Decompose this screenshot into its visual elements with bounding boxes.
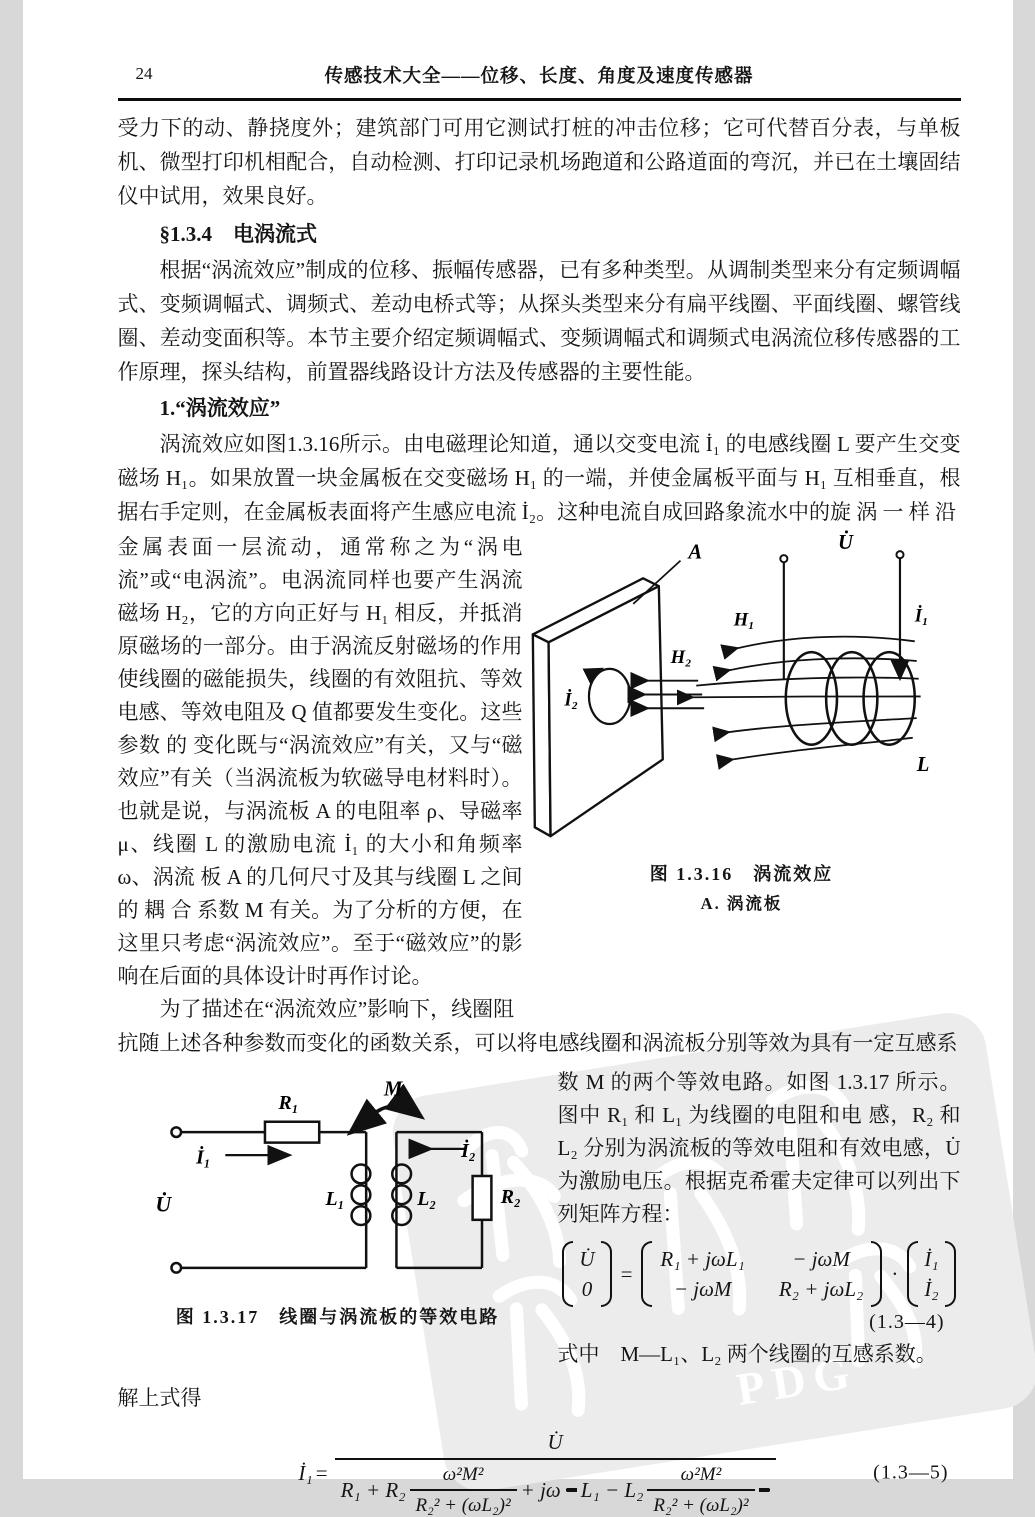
lhs-vector: [562, 1241, 611, 1307]
paragraph-eddy-intro: 涡流效应如图1.3.16所示。由电磁理论知道，通以交变电流 İ₁ 的电感线圈 L 要产生交变磁场 H₁。如果放置一块金属板在交变磁场 H₁ 的一端，并使金属板平面与 H₁ 互相垂直，根据右手定则，在金属板表面将产生感应电流 İ₂。这种电流自成回路象流水中的旋 涡 一 样 沿: [117, 432, 961, 524]
paragraph-overview: 根据“涡流效应”制成的位移、振幅传感器，已有多种类型。从调制类型来分有定频调幅式、变频调幅式、调频式、差动电桥式等；从探头类型来分有扁平线圈、平面线圈、螺管线圈、差动变面积等。本节主要介绍定频调幅式、变频调幅式和调频式电涡流位移传感器的工作原理，探头结构，前置器线路设计方法及传感器的主要性能。: [117, 258, 961, 384]
matrix-entry: R₂ + jωL₂: [778, 1277, 864, 1301]
paragraph-describe-full: 抗随上述各种参数而变化的函数关系，可以将电感线圈和涡流板分别等效为具有一定互感系: [117, 1031, 958, 1055]
equation-1-3-4-label: (1.3—4): [869, 1311, 945, 1333]
dot-operator: ·: [891, 1261, 899, 1286]
header-rule: [118, 98, 961, 101]
label-u: U̇: [837, 531, 853, 554]
eddy-effect-diagram: [523, 531, 961, 853]
coil: [780, 551, 914, 745]
figure-1316-subcaption: A. 涡流板: [700, 894, 783, 913]
label-a: A: [687, 541, 702, 564]
running-title: 传感技术大全——位移、长度、角度及速度传感器: [324, 67, 754, 87]
label-l2: L₂: [416, 1188, 436, 1211]
matrix-entry: − jωM: [673, 1277, 732, 1301]
den-term: R₁ + R₂: [340, 1478, 406, 1502]
paragraph-eddy-cont: 金属表面一层流动，通常称之为“涡电流”或“电涡流”。电涡流同样也要产生涡流磁场 H₂，它的方向正好与 H₁ 相反，并抵消原磁场的一部分。由于涡流反射磁场的作用使线圈的磁能损失，线圈的有效阻抗、等效电感、等效电阻及 Q 值都要发生变化。这些参数 的 变化既与“涡流效应”有关，又与“磁效应”有关（当涡流板为软磁导电材料时）。也就是说，与涡流板 A 的电阻率 ρ、导磁率 μ、线圈 L 的激励电流 İ₁ 的大小和角频率 ω、涡流 板 A 的几何尺寸及其与线圈 L 之间的 耦 合 系数 M 有关。为了分析的方便，在这里只考虑“涡流效应”。至于“磁效应”的影响在后面的具体设计时再作讨论。: [117, 535, 523, 988]
figure-eddy-effect: [523, 531, 961, 914]
figure-1316-caption: 图 1.3.16 涡流效应: [649, 864, 834, 884]
label-r2: R₂: [500, 1186, 521, 1209]
flow-figure-1317: [118, 1066, 961, 1371]
label-r1: R₁: [278, 1092, 299, 1115]
vector-entry: İ₂: [924, 1277, 939, 1301]
metal-plate: [532, 578, 662, 836]
paragraph-intro: 受力下的动、静挠度外；建筑部门可用它测试打桩的冲击位移；它可代替百分表，与单板机、微型打印机相配合，自动检测、打印记录机场跑道和公路道面的弯沉，并已在土壤固结仪中试用，效果良好。: [117, 116, 961, 208]
book-page: [23, 0, 1013, 1516]
text-column-left: [118, 531, 523, 1026]
den-term: + jω: [520, 1478, 561, 1502]
secondary-loop: [392, 1132, 491, 1268]
label-i1: İ₁: [195, 1146, 211, 1169]
paragraph-circuit: 数 M 的两个等效电路。如图 1.3.17 所示。图中 R₁ 和 L₁ 为线圈的电阻和电 感，R₂ 和 L₂ 分别为涡流板的等效电阻和有效电感，U̇ 为激励电压。根据克希霍夫定律可以列出下列矩阵方程：: [557, 1070, 961, 1226]
paragraph-describe-start: 为了描述在“涡流效应”影响下，线圈阻: [159, 997, 515, 1021]
page-number: 24: [135, 64, 153, 83]
eq5-lhs: İ₁: [298, 1460, 313, 1485]
watermark-pdg: PDG: [732, 1345, 860, 1415]
bracket-term: L₁ − L₂: [580, 1478, 644, 1502]
inner-den: R₂² + (ωL₂)²: [647, 1489, 754, 1517]
vector-entry: İ₁: [924, 1247, 939, 1271]
equation-1-3-5: [118, 1429, 961, 1517]
label-i2: İ₂: [460, 1140, 476, 1163]
subsection-heading: 1.“涡流效应”: [159, 396, 281, 420]
label-i2: İ₂: [563, 689, 578, 711]
matrix-entry: R₁ + jωL₁: [660, 1247, 745, 1271]
label-h1: H₁: [733, 609, 755, 631]
eq5-denominator: [335, 1458, 776, 1517]
equation-1-3-4-note: 式中 M—L₁、L₂ 两个线圈的互感系数。: [557, 1342, 937, 1366]
inner-num: ω²M²: [442, 1464, 484, 1485]
inner-den: R₂² + (ωL₂)²: [410, 1489, 517, 1517]
eq5-main-fraction: [335, 1429, 776, 1517]
equals-sign: =: [315, 1460, 328, 1485]
figure-equivalent-circuit: [118, 1066, 558, 1329]
vector-entry: 0: [581, 1277, 593, 1301]
label-m: M: [383, 1076, 402, 1101]
current-vector: [907, 1241, 955, 1307]
vector-entry: U̇: [579, 1247, 595, 1271]
matrix-entry: − jωM: [792, 1247, 850, 1271]
label-l1: L₁: [324, 1188, 344, 1211]
inner-fraction: [410, 1463, 517, 1517]
text-column-right: [558, 1066, 961, 1371]
equivalent-circuit-diagram: [129, 1076, 547, 1296]
equation-1-3-5-label: (1.3—5): [873, 1461, 949, 1484]
section-heading: §1.3.4 电涡流式: [159, 222, 317, 246]
paragraph-solve: 解上式得: [117, 1386, 202, 1410]
flow-figure-1316: [118, 531, 961, 1026]
label-l: L: [916, 754, 929, 777]
figure-1317-caption: 图 1.3.17 线圈与涡流板的等效电路: [175, 1307, 500, 1327]
label-i1: İ₁: [914, 605, 929, 627]
inner-num: ω²M²: [680, 1464, 722, 1485]
equation-1-3-4: [558, 1241, 961, 1334]
eq5-numerator: U̇: [547, 1430, 563, 1454]
impedance-matrix: [641, 1241, 882, 1307]
page-content: [23, 0, 1013, 1517]
mutual-arc: [371, 1106, 419, 1115]
page-header: [118, 58, 961, 92]
equals-sign: =: [620, 1261, 633, 1286]
label-u: U̇: [154, 1191, 171, 1217]
inner-fraction: [647, 1463, 754, 1517]
label-h2: H₂: [670, 646, 692, 668]
